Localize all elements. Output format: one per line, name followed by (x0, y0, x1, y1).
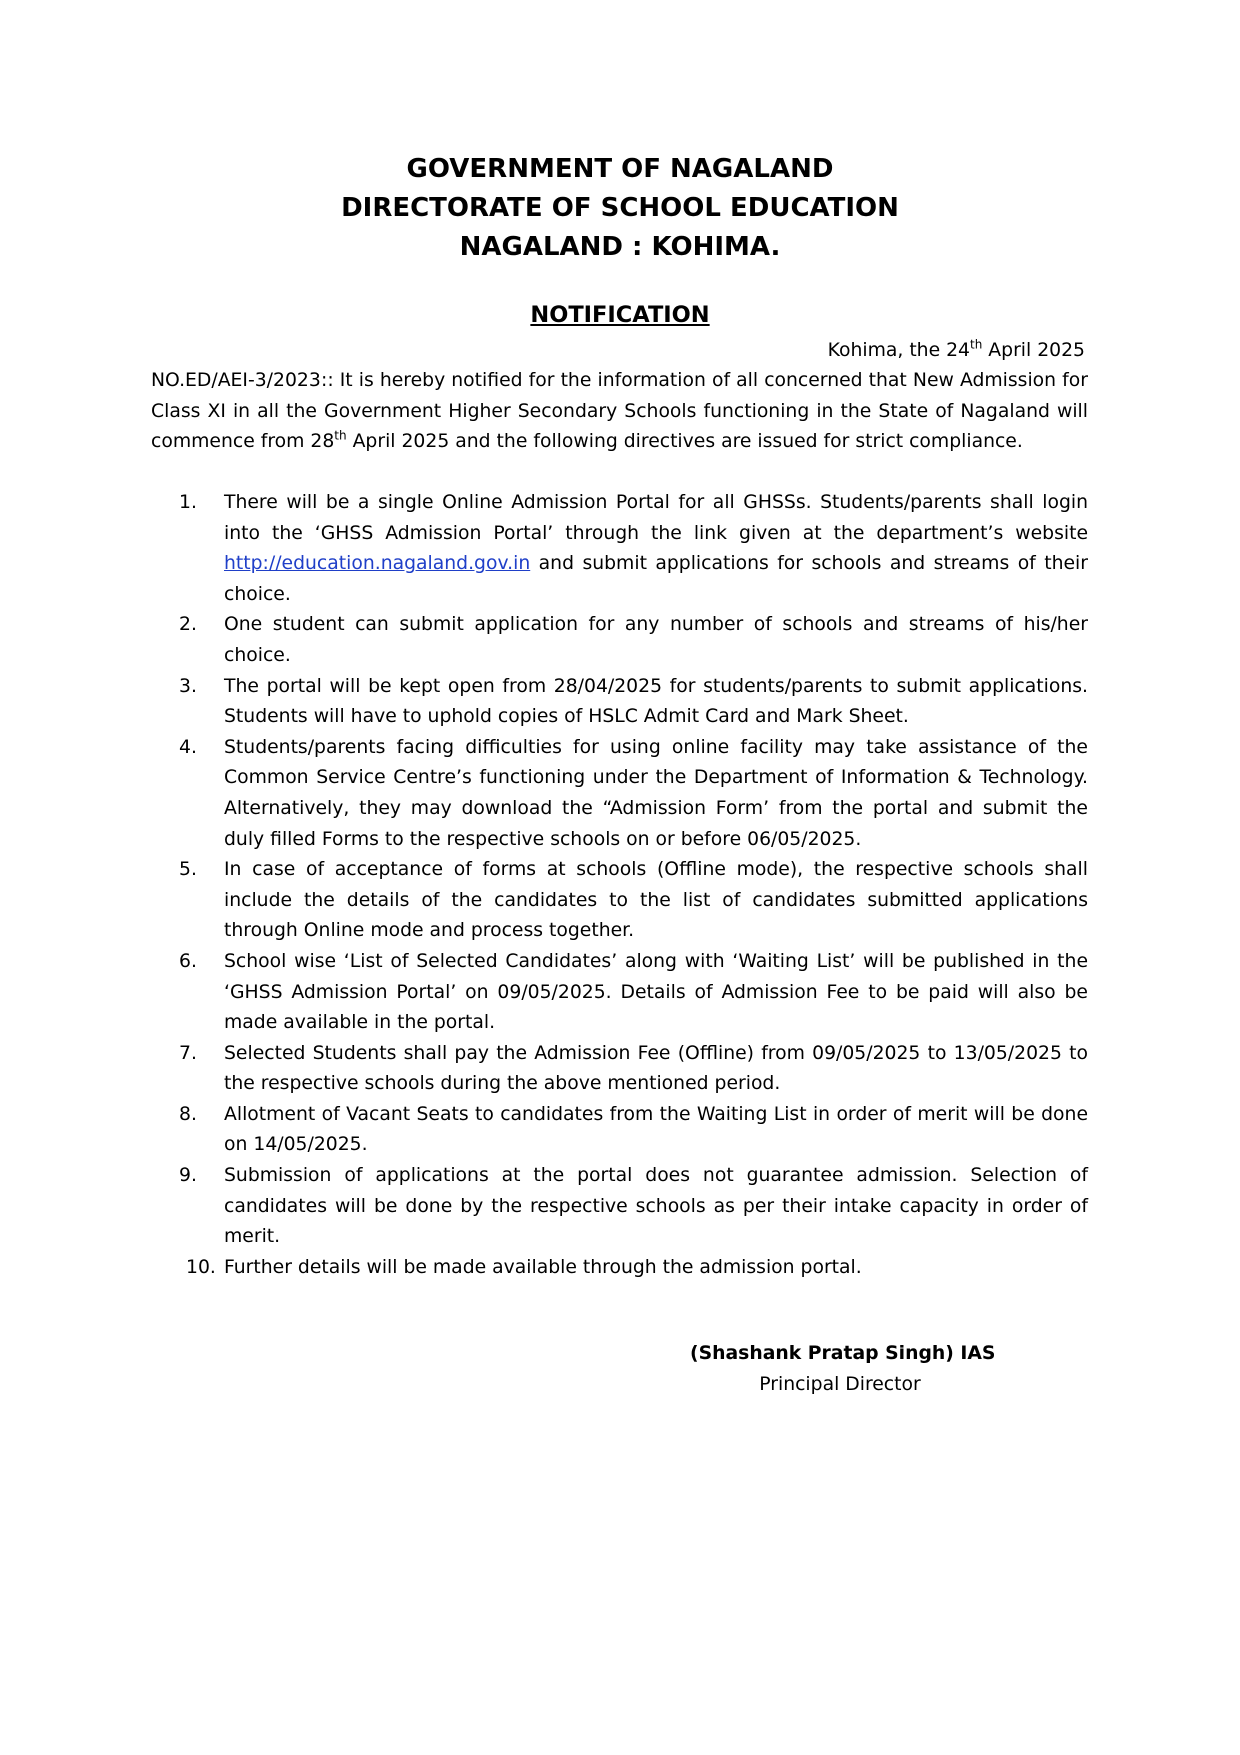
directive-text: School wise ‘List of Selected Candidates’ along with ‘Waiting List’ will be published in the ‘GHSS Admission Portal’ on 09/05/2025. Details of Admission Fee to be paid will also be made available in the portal. (224, 950, 1088, 1034)
directive-text: In case of acceptance of forms at schools (Offline mode), the respective schools shall include the details of the candidates to the list of candidates submitted applications through Online mode and process together. (224, 859, 1088, 942)
directive-item (151, 1039, 1088, 1100)
date-superscript: th (970, 337, 983, 352)
intro-paragraph (151, 366, 1088, 458)
directive-number: 8. (179, 1103, 197, 1125)
directive-item (151, 672, 1088, 733)
letterhead (0, 150, 1240, 267)
directives-list (151, 488, 1088, 1283)
date-rest: April 2025 (982, 340, 1085, 361)
signatory-designation: Principal Director (759, 1373, 921, 1395)
date-prefix: Kohima, the 24 (827, 340, 971, 361)
signature-block (690, 1339, 996, 1400)
directive-number: 5. (179, 859, 197, 881)
directive-text: Students/parents facing difficulties for using online facility may take assistance of the Common Service Centre’s functioning under the Department of Information & Technology. Alternatively, they may download the “Admission Form’ from the portal and submit the duly filled Forms to the respective schools on or before 06/05/2025. (224, 736, 1088, 850)
directive-text: Submission of applications at the portal does not guarantee admission. Selection of candidates will be done by the respective schools as per their intake capacity in order of merit. (224, 1165, 1088, 1248)
directive-item (151, 947, 1088, 1039)
directive-number: 3. (179, 675, 197, 697)
directive-text: Allotment of Vacant Seats to candidates from the Waiting List in order of merit will be done on 14/05/2025. (224, 1103, 1088, 1156)
directive-number: 9. (179, 1165, 197, 1187)
directive-number: 6. (179, 950, 197, 972)
directive-item (151, 1100, 1088, 1161)
directive-item (151, 855, 1088, 947)
intro-text-end: April 2025 and the following directives are issued for strict compliance. (346, 431, 1023, 453)
directive-text: There will be a single Online Admission Portal for all GHSSs. Students/parents shall login into the ‘GHSS Admission Portal’ through the link given at the department’s website (224, 492, 1088, 544)
directive-number: 4. (179, 736, 197, 758)
intro-superscript: th (334, 428, 347, 443)
directive-item (151, 1161, 1088, 1253)
directive-text: Further details will be made available through the admission portal. (224, 1256, 862, 1278)
letterhead-line-government: GOVERNMENT OF NAGALAND (406, 154, 834, 184)
notification-title: NOTIFICATION (530, 302, 710, 328)
signatory-name: (Shashank Pratap Singh) IAS (690, 1343, 996, 1364)
intro-text: :: It is hereby notified for the information of all concerned that New Admission for Class XI in all the Government Higher Secondary Schools functioning in the State of Nagaland will commence from 28 (151, 370, 1088, 453)
directive-item (151, 488, 1088, 610)
letterhead-line-directorate: DIRECTORATE OF SCHOOL EDUCATION (341, 193, 899, 223)
directive-item (151, 1253, 1088, 1284)
directive-number: 10. (186, 1256, 216, 1278)
directive-text: The portal will be kept open from 28/04/2025 for students/parents to submit applications. Students will have to uphold copies of HSLC Admit Card and Mark Sheet. (224, 675, 1088, 728)
directive-item (151, 610, 1088, 671)
directive-number: 7. (179, 1042, 197, 1064)
date-line (828, 336, 1085, 367)
reference-number: NO.ED/AEI-3/2023 (151, 370, 321, 391)
directive-text-end: and submit applications for schools and streams of their choice. (224, 553, 1088, 605)
directive-number: 1. (179, 492, 197, 513)
directive-text: Selected Students shall pay the Admission Fee (Offline) from 09/05/2025 to 13/05/2025 to the respective schools during the above mentioned period. (224, 1042, 1088, 1095)
directive-text: One student can submit application for any number of schools and streams of his/her choice. (224, 614, 1088, 666)
department-website-link[interactable]: http://education.nagaland.gov.in (224, 553, 531, 575)
notification-heading (0, 300, 1240, 330)
directive-item (151, 733, 1088, 855)
directive-number: 2. (179, 614, 197, 636)
letterhead-line-location: NAGALAND : KOHIMA. (459, 232, 781, 262)
